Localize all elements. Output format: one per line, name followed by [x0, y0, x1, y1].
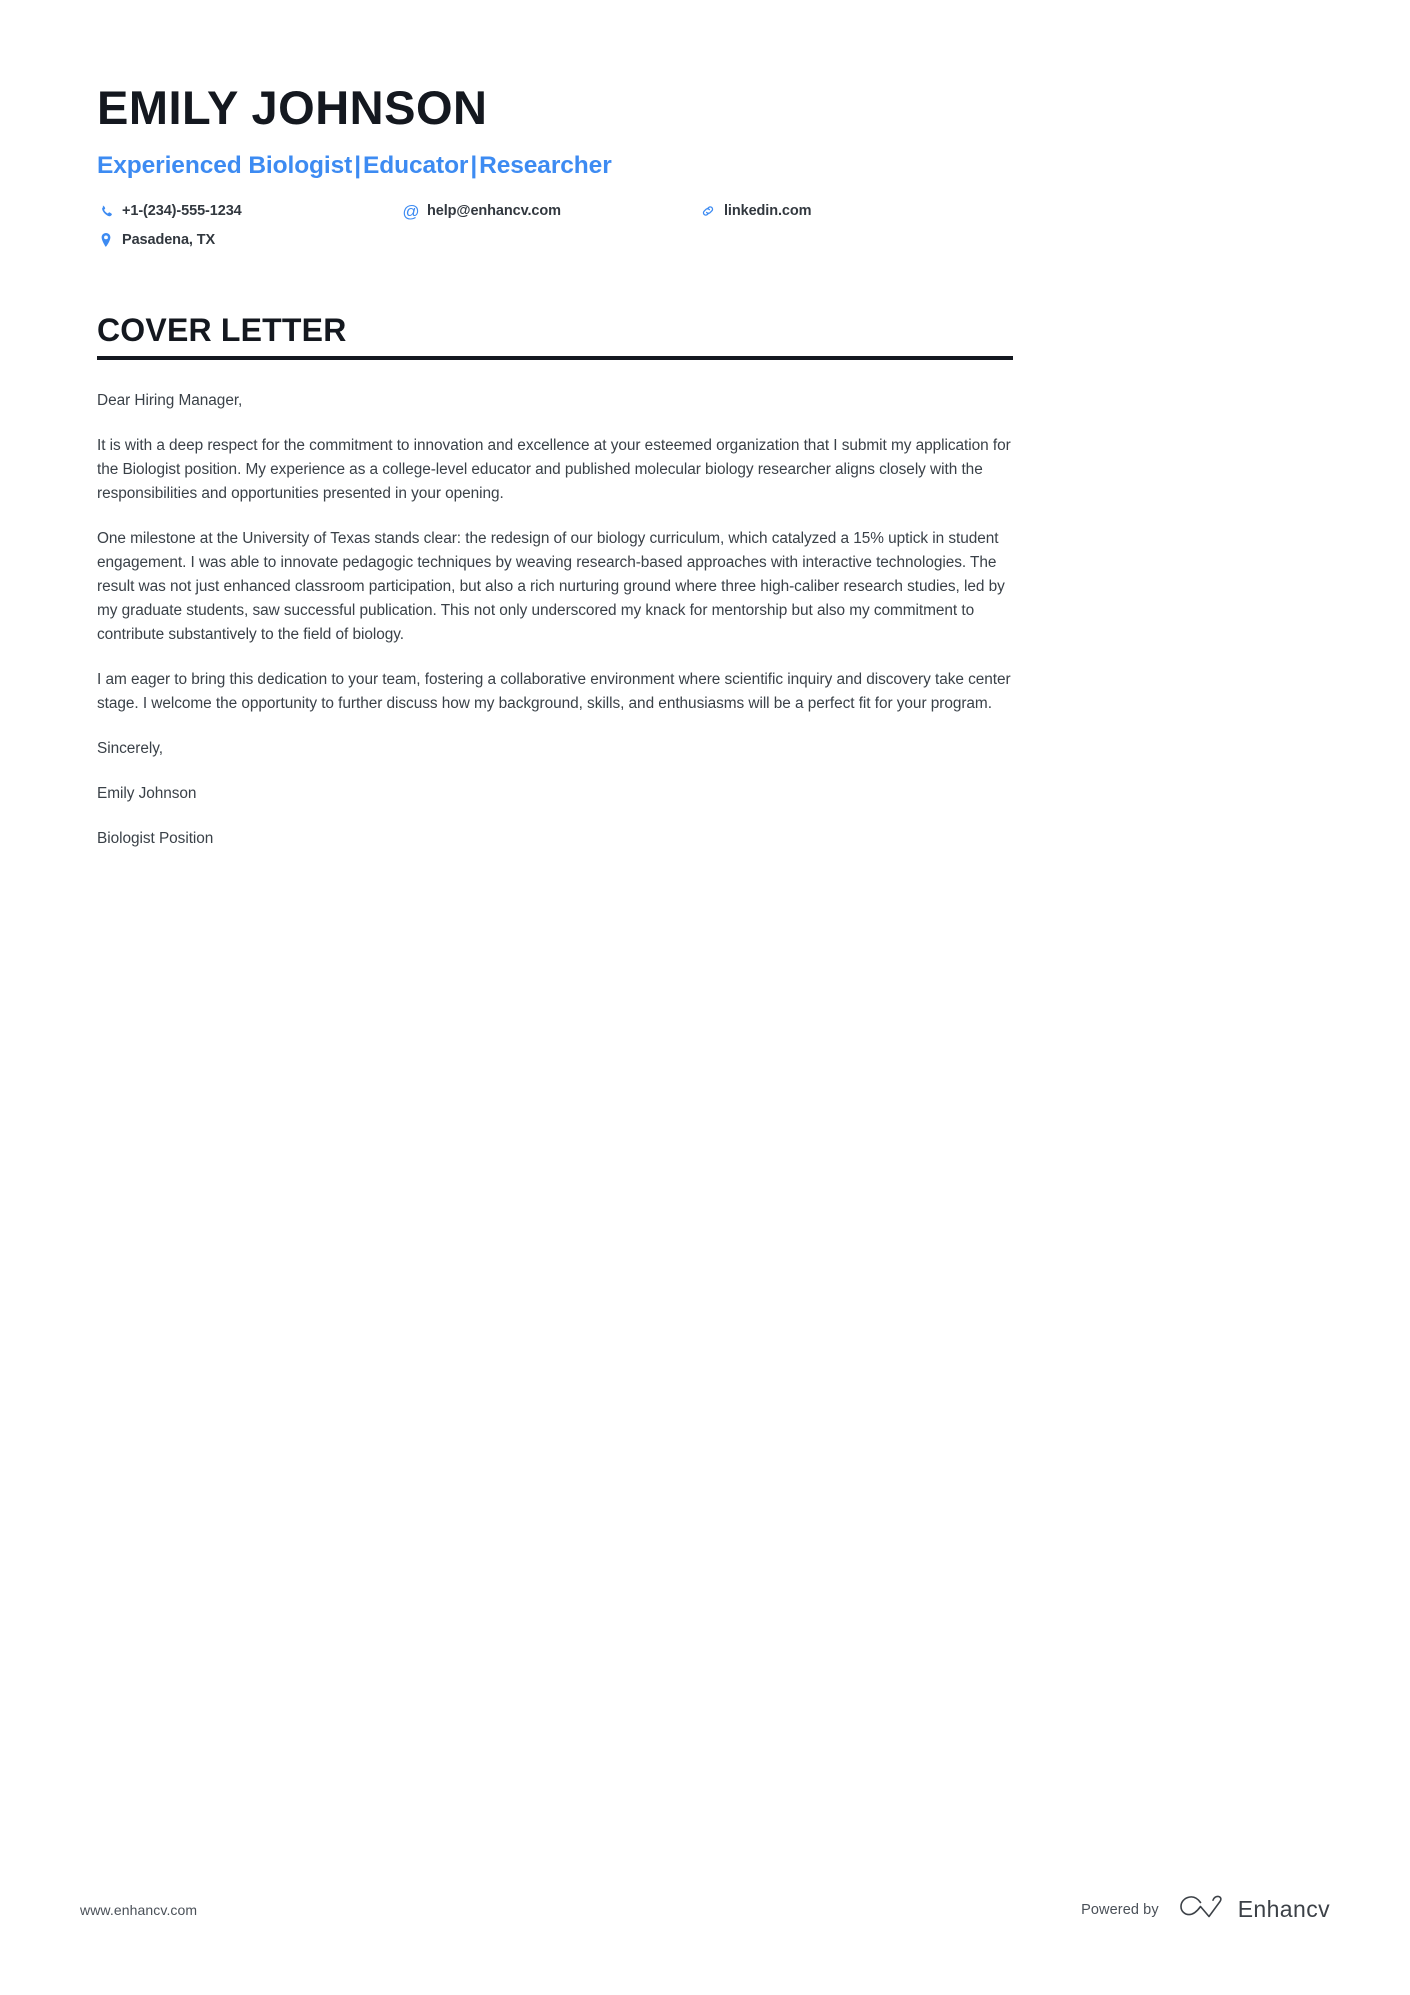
contact-item-phone[interactable] [97, 197, 402, 226]
section-heading: COVER LETTER [97, 311, 347, 348]
letter-paragraph: I am eager to bring this dedication to your team, fostering a collaborative environment where scientific inquiry and discovery take center stage. I welcome the opportunity to further discuss how my background, skills, and enthusiasms will be a perfect fit for your program. [97, 671, 1011, 713]
link-icon [699, 204, 717, 218]
job-title-separator-2: | [470, 152, 478, 180]
contact-email-label: help@enhancv.com [427, 203, 561, 220]
letter-salutation: Dear Hiring Manager, [97, 391, 243, 409]
contact-location-label: Pasadena, TX [122, 232, 216, 249]
phone-icon [97, 205, 115, 218]
letter-body [97, 389, 1013, 851]
contact-info [97, 197, 1013, 255]
document-header [97, 0, 1013, 255]
enhancv-infinity-logo-icon [1176, 1893, 1226, 1926]
contact-item-location[interactable] [97, 226, 402, 255]
contact-phone-label: +1-(234)-555-1234 [122, 203, 242, 220]
job-title-part-3: Researcher [479, 152, 612, 180]
section-divider [97, 356, 1013, 360]
footer-branding [1081, 1893, 1330, 1926]
letter-closing: Sincerely, [97, 740, 163, 758]
contact-linkedin-label: linkedin.com [724, 203, 812, 220]
job-title [97, 151, 1013, 180]
letter-signature-name: Emily Johnson [97, 785, 197, 803]
document-footer [80, 1893, 1330, 1926]
email-icon: @ [402, 201, 420, 221]
letter-paragraph: One milestone at the University of Texas stands clear: the redesign of our biology curriculum, which catalyzed a 15% uptick in student engagement. I was able to innovate pedagogic techniques by weaving research-based approaches with interactive technologies. The result was not just enhanced classroom participation, but also a rich nurturing ground where three high-caliber research studies, led by my graduate students, saw successful publication. This not only underscored my knack for mentorship but also my commitment to contribute substantively to the field of biology. [97, 530, 1005, 644]
job-title-part-1: Experienced Biologist [97, 152, 353, 180]
page-title: EMILY JOHNSON [97, 81, 488, 134]
cover-letter-section [97, 313, 1013, 852]
letter-paragraph: It is with a deep respect for the commitment to innovation and excellence at your esteemed organization that I submit my application for the Biologist position. My experience as a college-level educator and published molecular biology researcher aligns closely with the responsibilities and opportunities presented in your opening. [97, 436, 1011, 503]
contact-item-email[interactable] [402, 197, 699, 226]
contact-item-linkedin[interactable] [699, 197, 1013, 226]
enhancv-logo[interactable] [1176, 1893, 1330, 1926]
powered-by-label: Powered by [1081, 1901, 1159, 1918]
document-content [97, 0, 1013, 851]
job-title-separator-1: | [354, 152, 361, 180]
location-pin-icon [97, 233, 115, 247]
enhancv-wordmark: Enhancv [1237, 1896, 1330, 1922]
job-title-part-2: Educator [362, 152, 469, 180]
letter-signature-position: Biologist Position [97, 830, 214, 848]
footer-website-url[interactable]: www.enhancv.com [80, 1901, 198, 1918]
